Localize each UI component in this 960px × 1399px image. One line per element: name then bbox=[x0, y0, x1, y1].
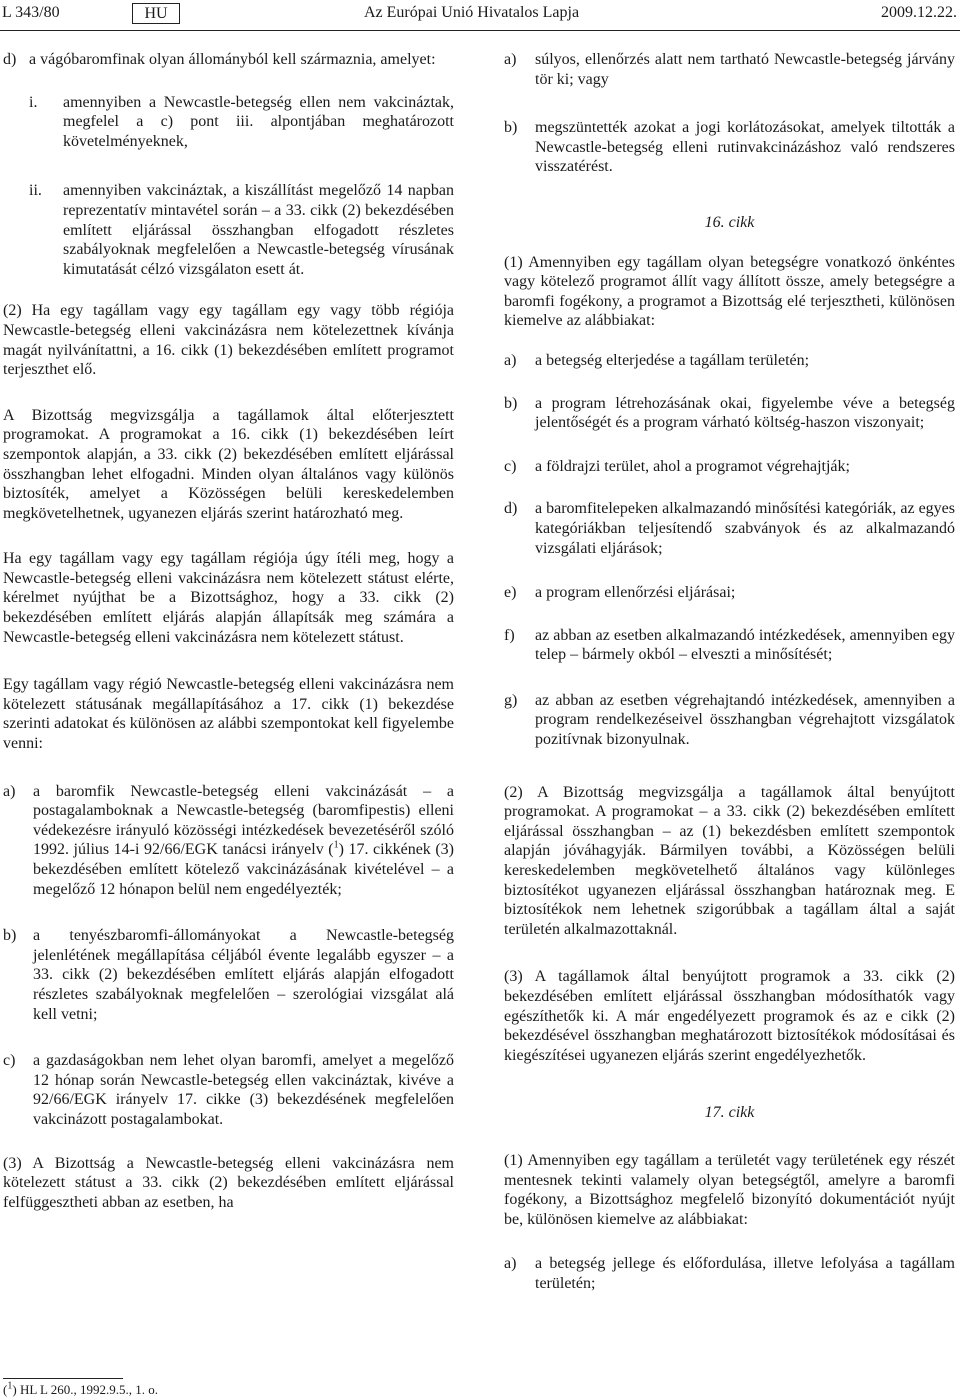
list-item bbox=[504, 351, 955, 371]
item-text: a program ellenőrzési eljárásai; bbox=[535, 584, 736, 602]
list-item bbox=[504, 457, 955, 477]
list-item bbox=[3, 782, 454, 900]
list-item bbox=[504, 50, 955, 89]
item-marker: a) bbox=[504, 1255, 517, 1273]
item-marker: c) bbox=[3, 1052, 16, 1070]
paragraph-status-request: Ha egy tagállam vagy egy tagállam régiója úgy ítéli meg, hogy a Newcastle-betegség elleni vakcinázásra nem kötelezett státust elérte, kérelmet nyújthat be a Bizottsághoz, hogy a 33. cikk (2) bekezdésében említett eljárás alapján állapítsák meg számára a Newcastle-betegség elleni vakcinázásra nem kötelezett státust. bbox=[3, 550, 454, 646]
footnote-text: HL L 260., 1992.9.5., 1. o. bbox=[19, 1382, 158, 1397]
list-item bbox=[29, 181, 454, 279]
item-text: a baromfitelepeken alkalmazandó minősítési kategóriák, az egyes kategóriákban teljesítendő szabványok és az alkalmazandó vizsgálati eljárások; bbox=[535, 500, 955, 557]
list-item bbox=[504, 1254, 955, 1293]
list-item bbox=[504, 118, 955, 177]
language-badge: HU bbox=[132, 3, 180, 24]
item-marker: a) bbox=[504, 51, 517, 68]
article-16-paragraph-3: (3) A tagállamok által benyújtott programok a 33. cikk (2) bekezdésében említett eljárással összhangban módosíthatók vagy egészíthetők ki. A már engedélyezett programok és az e cikk (2) bekezdésével összhangban meghatározott biztosítékok módosításai és kiegészítései ugyanezen eljárás szerint engedélyezhetők. bbox=[504, 968, 955, 1064]
item-marker: b) bbox=[504, 119, 518, 137]
left-column bbox=[3, 50, 454, 1212]
list-item bbox=[29, 93, 454, 152]
item-marker: a) bbox=[3, 782, 16, 800]
item-marker: d) bbox=[3, 51, 17, 68]
item-text: a tenyészbaromfi-állományokat a Newcastle-betegség jelenlétének megállapítása céljából évente legalább egyszer – a 33. cikk (2) bekezdésében említett eljárás alapján elfogadott részletes szabályoknak megfelelően – szerológiai vizsgálat alá kell vetni; bbox=[33, 927, 454, 1023]
list-item bbox=[504, 691, 955, 750]
item-marker: c) bbox=[504, 457, 517, 475]
item-marker: i. bbox=[29, 93, 38, 111]
article-17-paragraph-1: (1) Amennyiben egy tagállam a területét vagy területének egy részét mentesnek tekinti valamely olyan betegségtől, amelyre a baromfi fogékony, a Bizottsághoz megfelelő bizonyító dokumentációt nyújt be, különösen kiemelve az alábbiakat: bbox=[504, 1151, 955, 1228]
publication-date: 2009.12.22. bbox=[881, 4, 957, 21]
item-text: súlyos, ellenőrzés alatt nem tartható Newcastle-betegség járvány tör ki; vagy bbox=[535, 51, 955, 88]
list-item bbox=[3, 1051, 454, 1129]
article-16-paragraph-2: (2) A Bizottság megvizsgálja a tagállamok által benyújtott programokat. A programokat – a 33. cikk (2) bekezdésében említett eljárással összhangban – az (1) bekezdésben említett szempontok alapján jóváhagyják. Bármilyen további, a Közösségen belüli kereskedelemben megkövetelhető általános vagy különleges biztosítékot ugyanezen eljárással összhangban határoznak meg. E biztosítékok nem lehetnek szigorúbbak a tagállam által a saját területén alkalmazottaknál. bbox=[504, 783, 955, 938]
item-marker: b) bbox=[504, 394, 518, 412]
footnote-rule bbox=[3, 1378, 123, 1379]
list-item bbox=[504, 626, 955, 665]
paragraph-3: (3) A Bizottság a Newcastle-betegség elleni vakcinázásra nem kötelezett státust a 33. cikk (2) bekezdésében említett eljárással felfüggesztheti abban az esetben, ha bbox=[3, 1154, 454, 1211]
item-text: amennyiben vakcináztak, a kiszállítást megelőző 14 napban reprezentatív mintavétel során – a 33. cikk (2) bekezdésében említett eljárással összhangban elfogadott részletes szabályoknak megfelelően a Newcastle-betegség vírusának kimutatását célzó vizsgálaton esett át. bbox=[63, 182, 454, 278]
journal-title: Az Európai Unió Hivatalos Lapja bbox=[364, 4, 580, 21]
footnote-number: 1 bbox=[7, 1380, 13, 1392]
item-marker: e) bbox=[504, 584, 517, 602]
list-item bbox=[3, 926, 454, 1024]
paragraph-commission: A Bizottság megvizsgálja a tagállamok által előterjesztett programokat. A programokat a 16. cikk (1) bekezdésében leírt szempontok alapján, a 33. cikk (2) bekezdésében említett eljárással összhangban lehet elfogadni. Minden olyan általános vagy különös biztosíték, amelyet a Közösségen belüli kereskedelemben megkövetelhetnek, ugyanezen eljárás szerint határozható meg. bbox=[3, 406, 454, 522]
list-item bbox=[504, 499, 955, 558]
article-16-paragraph-1: (1) Amennyiben egy tagállam olyan betegségre vonatkozó önkéntes vagy kötelező programot állít vagy állított össze, amely betegségre a baromfi fogékony, a programot a Bizottság elé terjesztheti, különösen kiemelve az alábbiakat: bbox=[504, 253, 955, 330]
item-text: megszüntették azokat a jogi korlátozásokat, amelyek tiltották a Newcastle-betegség elleni rutinvakcinázáshoz való rendszeres visszatérést. bbox=[535, 119, 955, 176]
footnote-reference[interactable]: 1 bbox=[333, 840, 339, 852]
right-column bbox=[504, 50, 955, 1294]
item-text: a betegség jellege és előfordulása, illetve lefolyása a tagállam területén; bbox=[535, 1255, 955, 1292]
page-header bbox=[0, 3, 960, 25]
item-marker: a) bbox=[504, 351, 517, 369]
article-17-heading: 17. cikk bbox=[704, 1104, 755, 1122]
item-marker: ii. bbox=[29, 182, 42, 200]
article-16-heading: 16. cikk bbox=[704, 213, 755, 231]
list-item bbox=[504, 394, 955, 433]
item-text: az abban az esetben végrehajtandó intézkedések, amennyiben a program rendelkezéseivel összhangban végrehajtott vizsgálatok pozitívnak bizonyulnak. bbox=[535, 691, 955, 749]
item-text: a betegség elterjedése a tagállam területén; bbox=[535, 351, 810, 369]
item-marker: b) bbox=[3, 927, 17, 945]
item-text: a baromfik Newcastle-betegség elleni vakcinázását – a postagalamboknak a Newcastle-betegség (baromfipestis) elleni védekezésre irányuló közösségi intézkedések bevezetéséről szóló 1992. július 14-i 92/66/EGK tanácsi irányelv ($^1$) 17. cikkének (3) bekezdésében említett kötelező vakcinázásának kivételével – a megelőző 12 hónapon belül nem engedélyezték; bbox=[33, 782, 455, 898]
item-marker: f) bbox=[504, 626, 515, 644]
paragraph-2: (2) Ha egy tagállam vagy egy tagállam egy vagy több régiója Newcastle-betegség elleni vakcinázásra nem kötelezettnek kívánja magát nyilvánítattni, a 16. cikk (1) bekezdésében említett programot terjeszthet elő. bbox=[3, 302, 454, 379]
item-text: a program létrehozásának okai, figyelembe véve a betegség jelentőségét és a program várható költség-haszon viszonyait; bbox=[535, 394, 955, 432]
item-marker: g) bbox=[504, 691, 518, 709]
paragraph-criteria: Egy tagállam vagy régió Newcastle-betegség elleni vakcinázásra nem kötelezett státusának megállapításához a 17. cikk (1) bekezdése szerinti adatokat és különösen az alábbi szempontokat kell figyelembe venni: bbox=[3, 676, 454, 753]
header-rule bbox=[0, 30, 960, 31]
item-text: az abban az esetben alkalmazandó intézkedések, amennyiben egy telep – bármely okból – elveszti a minősítését; bbox=[535, 626, 955, 664]
page-reference: L 343/80 bbox=[2, 4, 60, 21]
item-text: amennyiben a Newcastle-betegség ellen nem vakcináztak, megfelel a c) pont iii. alpontjában meghatározott követelményeknek, bbox=[63, 93, 454, 150]
item-text: a földrajzi terület, ahol a programot végrehajtják; bbox=[535, 457, 850, 475]
item-text: a vágóbaromfinak olyan állományból kell származnia, amelyet: bbox=[29, 51, 436, 68]
list-item bbox=[3, 50, 454, 70]
list-item bbox=[504, 583, 955, 603]
footnote: ($^1$) HL L 260., 1992.9.5., 1. o. bbox=[3, 1380, 158, 1397]
item-marker: d) bbox=[504, 500, 518, 518]
item-text: a gazdaságokban nem lehet olyan baromfi, amelyet a megelőző 12 hónap során Newcastle-betegség ellen vakcináztak, kivéve a 92/66/EGK irányelv 17. cikke (3) bekezdésének megfelelően vakcinázott postagalambokat. bbox=[33, 1052, 454, 1128]
